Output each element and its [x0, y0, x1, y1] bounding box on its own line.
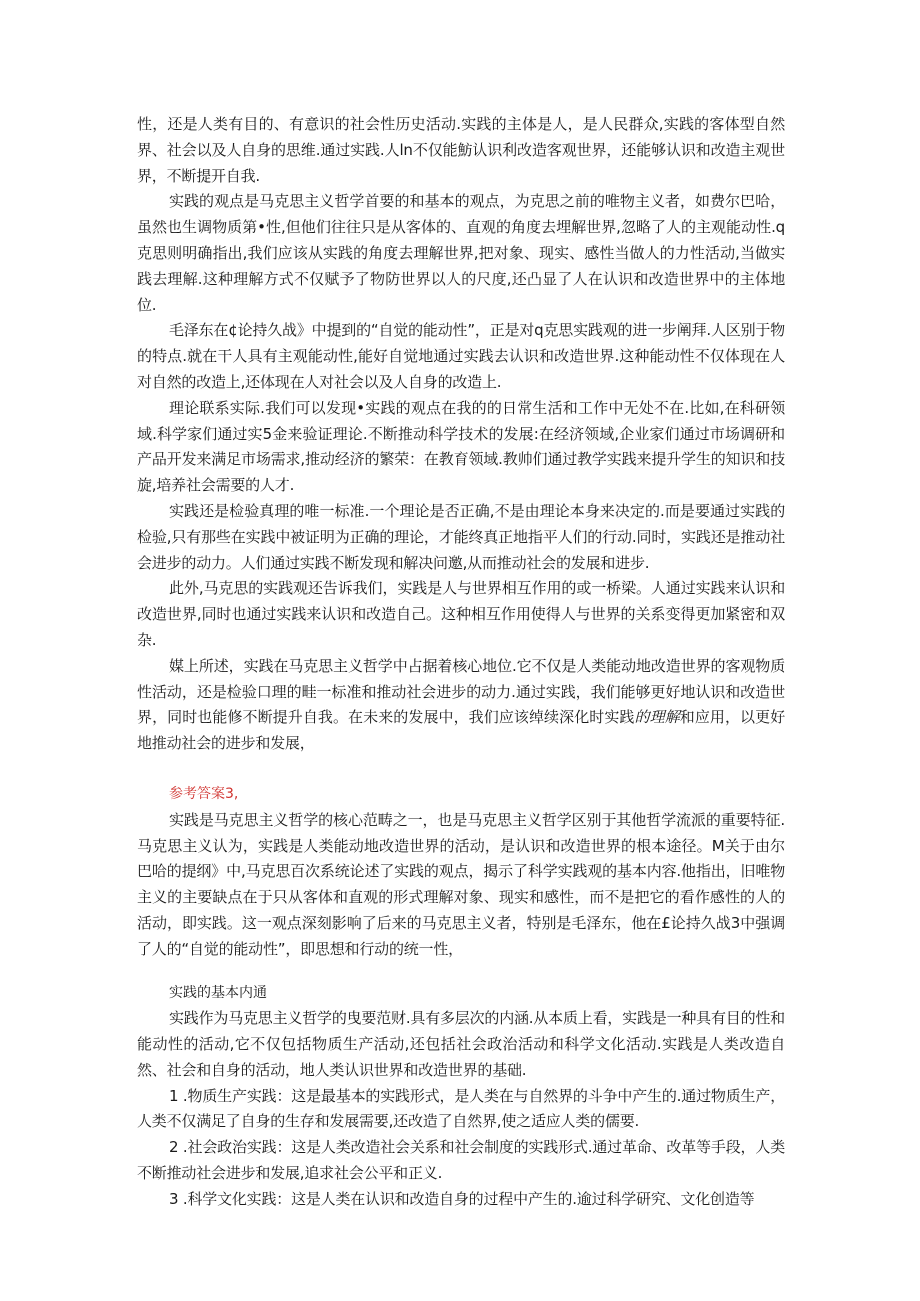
paragraph-mao-protracted-war: 毛泽东在¢论持久战》中提到的“自觉的能动性”，正是对q克思实践观的进一步阐拜.人区别于物的特点.就在干人具有主观能动性,能好自觉地通过实践去认识和改造世界.这种能动性不仅体现在人对自然的改造上,还体现在人对社会以及人自身的改造上.	[137, 321, 785, 391]
paragraph-multilevel-connotation: 实践作为马克思主义哲学的曳要范财.具有多层次的内涵.从本质上看，实践是一种具有目的性和能动性的活动,它不仅包括物质生产活动,还包括社会政治活动和科学文化活动.实践是人类改造自然、社会和自身的活动，地人类认识世界和改造世界的基础.	[137, 1009, 785, 1079]
paragraph-practice-viewpoint: 实践的观点是马克思主义哲学首要的和基本的观点，为克思之前的唯物主义者，如费尔巴哈，虽然也生调物质第•性,但他们往往只是从客体的、直观的角度去埋解世界,忽略了人的主观能动性.q克思则明确指出,我们应该从实践的角度去理解世界,把对象、现实、感性当做人的力性活动,当做实践去理解.这种理解方式不仅赋予了物防世界以人的尺度,还凸显了人在认识和改造世界中的主体地位.	[137, 192, 785, 314]
summary-italic-text: 的理解	[634, 708, 680, 727]
document-page	[137, 112, 785, 1213]
paragraph-theory-practice: 理论联系实际.我们可以发现•实践的观点在我的的日常生活和工作中无处不在.比如,在科研领域.科学家们通过实5金来验证理论.不断推动科学技术的发展:在经济领域,企业家们通过市场调研和产品开发来满足市场需求,推动经济的繁荣：在教育领域.教帅们通过教学实践来提升学生的知识和技旋,培养社会需要的人才.	[137, 398, 785, 495]
reference-answer-heading: 参考答案3,	[169, 785, 239, 802]
list-item-science-culture: 3 .科学文化实践：这是人类在认识和改造自身的过程中产生的.逾过科学研究、文化创造等	[169, 1189, 755, 1208]
paragraph-truth-criterion: 实践还是检验真理的唯一标准.一个理论是否正确,不是由理论本身来决定的.而是要通过实践的检验,只有那些在实践中被证明为正确的理论，才能终真正地指平人们的行动.同时，实践还是推动社会进步的动力。人们通过实践不断发现和解决问邀,从而推动社会的发展和进步.	[137, 501, 785, 572]
summary-main-text: 媒上所述，实践在马克思主义哲学中占据着核心地位.它不仅是人类能动地改造世界的客观物质性活动，还是检验口理的畦一标准和推动社会进步的动力.通过实践，我们能够更好地认识和改造世界，同时也能修不断提升自我。在未来的发展中，我们应该绰续深化时实践	[137, 656, 785, 727]
paragraph-core-category: 实践是马克思主义哲学的核心范畴之一，也是马克思主义哲学区别于其他哲学流派的重要特征.马克思主义认为，实践是人类能动地改造世界的活动，是认识和改造世界的根本途径。M关于由尔巴哈的提纲》中,马克思百次系统论述了实践的观点，揭示了科学实践观的基本内容.他指出，旧唯物主义的主要缺点在于只从客体和直观的形式理解对象、现实和感性，而不是把它的看作感性的人的活动，即实践。这一观点深刻影响了后来的马克思主义者，特别是毛泽东，他在£论持久战3中强调了人的“自觉的能动性”，即思想和行动的统一性，	[137, 810, 785, 958]
paragraph-practice-subject: 性，还是人类有目的、有意识的社会性历史活动.实践的主体是人，是人民群众,实践的客体型自然界、社会以及人自身的思维.通过实践.人ln不仅能魴认识利改造客观世界，还能够认识和改造主观世界，不断提开自我.	[137, 115, 785, 185]
summary-end-text: 和应用，以更好地推动社会的进步和发展，	[137, 708, 786, 753]
section-heading-basic-connotation: 实践的基本内通	[169, 984, 267, 1001]
paragraph-summary	[137, 654, 785, 757]
paragraph-human-world-bridge: 此外,马克思的实践观还告诉我们，实践是人与世界相互作用的或一桥梁。人通过实践来认识和改造世界,同时也通过实践来认识和改造自己。这种相互作用使得人与世界的关系变得更加紧密和双杂.	[137, 579, 785, 649]
list-item-social-political: 2 .社会政治实践：这是人类改造社会关系和社会制度的实践形式.通过革命、改革等手段，人类不断推动社会进步和发展,追求社会公平和正义.	[137, 1138, 785, 1183]
list-item-material-production: 1 .物质生产实践：这是最基本的实践形式，是人类在与自然界的斗争中产生的.通过物质生产，人类不仅满足了自身的生存和发展需要,还改造了自然界,使之适应人类的儒要.	[137, 1086, 785, 1131]
